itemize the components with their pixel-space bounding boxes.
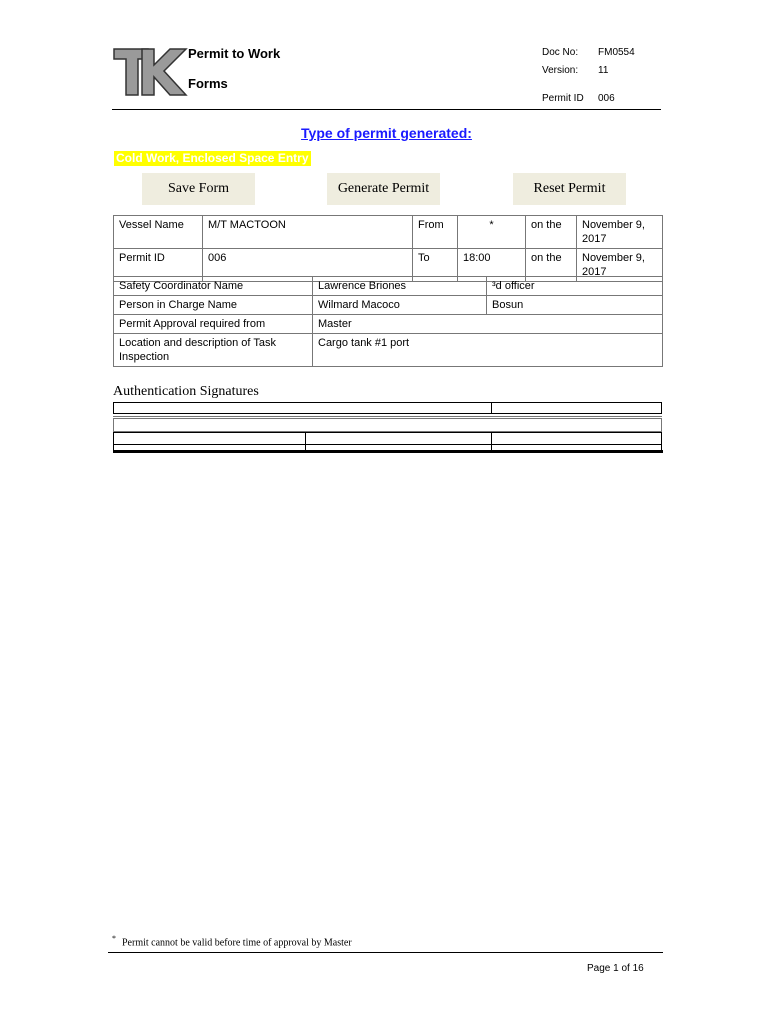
signature-field[interactable]	[491, 432, 662, 445]
permit-id-value[interactable]: 006	[203, 249, 413, 282]
generate-permit-button[interactable]: Generate Permit	[327, 173, 440, 205]
location-label: Location and description of Task Inspection	[114, 334, 313, 367]
signature-field[interactable]	[113, 418, 662, 432]
coordinator-name[interactable]: Lawrence Briones	[313, 277, 487, 296]
table-row	[114, 277, 663, 296]
table-row	[114, 315, 663, 334]
vessel-name-value[interactable]: M/T MACTOON	[203, 216, 413, 249]
page-number: Page 1 of 16	[587, 963, 644, 974]
location-value[interactable]: Cargo tank #1 port	[313, 334, 663, 367]
form-title: Permit to Work	[188, 46, 281, 61]
header-permit-id-value: 006	[598, 93, 615, 104]
permit-details-table	[113, 215, 663, 282]
signature-bottom-rule	[113, 450, 663, 453]
signature-divider	[113, 416, 662, 417]
coordinator-label: Safety Coordinator Name	[114, 277, 313, 296]
footer-divider	[108, 952, 663, 953]
header-divider	[112, 109, 661, 110]
to-time-value[interactable]: 18:00	[458, 249, 526, 282]
on-the-label: on the	[526, 216, 577, 249]
from-time-value[interactable]: *	[458, 216, 526, 249]
signature-field[interactable]	[305, 432, 492, 445]
auth-signatures-heading: Authentication Signatures	[113, 384, 259, 399]
footnote-text: Permit cannot be valid before time of approval by Master	[122, 937, 352, 949]
permit-id-label: Permit ID	[114, 249, 203, 282]
signature-field[interactable]	[491, 402, 662, 414]
permit-type-value: Cold Work, Enclosed Space Entry	[116, 151, 309, 165]
table-row	[114, 334, 663, 367]
table-row	[114, 216, 663, 249]
signature-field[interactable]	[113, 432, 306, 445]
footnote	[112, 934, 352, 948]
company-logo	[112, 45, 188, 97]
person-in-charge-name[interactable]: Wilmard Macoco	[313, 296, 487, 315]
vessel-name-label: Vessel Name	[114, 216, 203, 249]
table-row	[114, 296, 663, 315]
doc-no-value: FM0554	[598, 47, 635, 58]
person-in-charge-label: Person in Charge Name	[114, 296, 313, 315]
from-date-value[interactable]: November 9, 2017	[577, 216, 663, 249]
personnel-table	[113, 276, 663, 367]
signature-field[interactable]	[113, 402, 492, 414]
from-label: From	[413, 216, 458, 249]
form-subtitle: Forms	[188, 76, 228, 91]
on-the-label: on the	[526, 249, 577, 282]
footnote-mark: *	[112, 934, 116, 943]
to-date-value[interactable]: November 9, 2017	[577, 249, 663, 282]
reset-permit-button[interactable]: Reset Permit	[513, 173, 626, 205]
permit-type-heading: Type of permit generated:	[301, 125, 472, 141]
approval-label: Permit Approval required from	[114, 315, 313, 334]
person-in-charge-rank[interactable]: Bosun	[487, 296, 663, 315]
version-label: Version:	[542, 65, 579, 76]
coordinator-rank[interactable]: ³d officer	[487, 277, 663, 296]
version-value: 11	[598, 65, 609, 76]
to-label: To	[413, 249, 458, 282]
doc-no-label: Doc No:	[542, 47, 579, 58]
save-form-button[interactable]: Save Form	[142, 173, 255, 205]
approval-value[interactable]: Master	[313, 315, 663, 334]
header-permit-id-label: Permit ID	[542, 93, 584, 104]
